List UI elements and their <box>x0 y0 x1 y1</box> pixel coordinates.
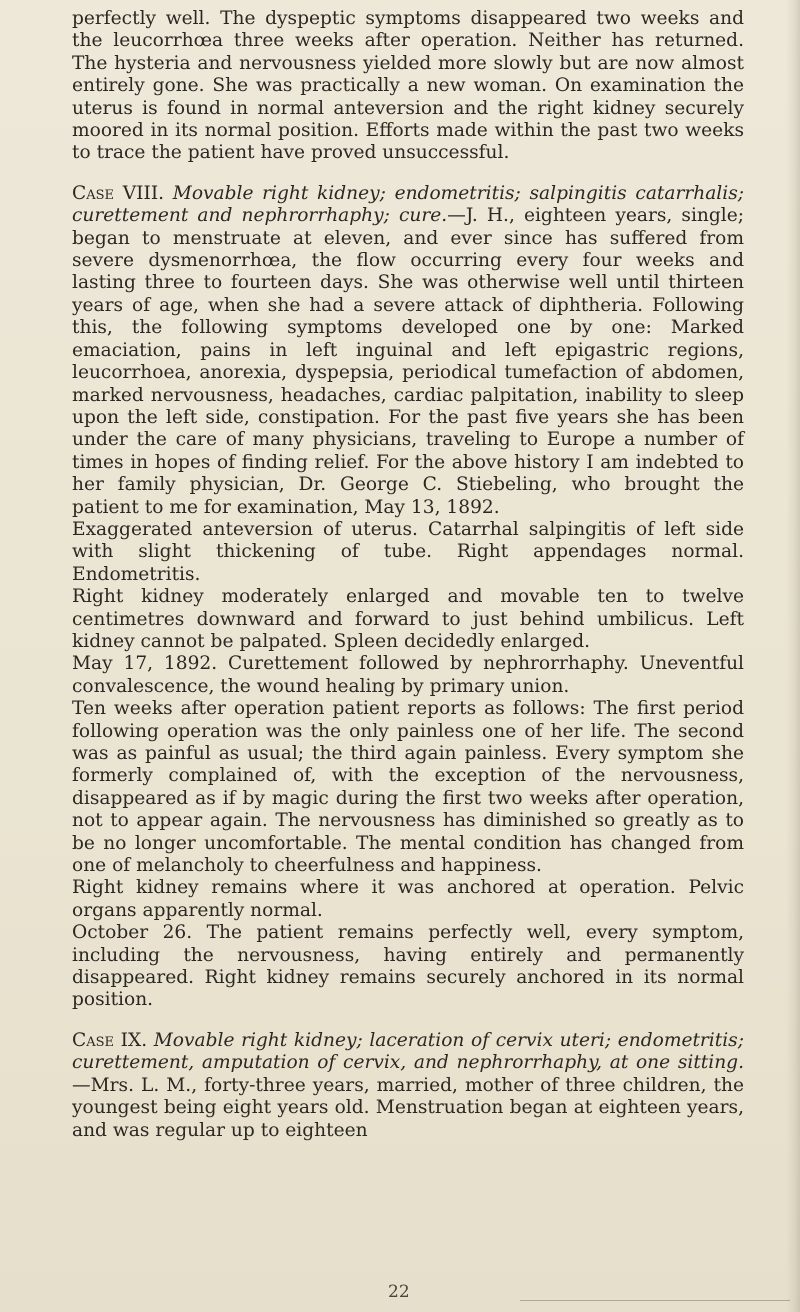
footer-rule <box>520 1300 790 1301</box>
paragraph-examination: Exaggerated anteversion of uterus. Catarrhal salpingitis of left side with slight thickening of tube. Right appendages normal. Endometritis. <box>72 518 744 585</box>
case-label: Case IX. <box>72 1029 148 1051</box>
case-title: Movable right kidney; laceration of cervix uteri; endometritis; curettement, amputation of cervix, and nephrorrhaphy, at one sitting. <box>72 1029 744 1074</box>
page-edge-shadow <box>786 0 800 1312</box>
paragraph-continuation: perfectly well. The dyspeptic symptoms disappeared two weeks and the leucorrhœa three weeks after operation. Neither has returned. The hysteria and nervousness yielded more slowly but are now almost entirely gone. She was practically a new woman. On examination the uterus is found in normal anteversion and the right kidney securely moored in its normal position. Efforts made within the past two weeks to trace the patient have proved unsuccessful. <box>72 8 744 164</box>
paragraph-kidney-findings: Right kidney moderately enlarged and movable ten to twelve centimetres downward and forward to just behind umbilicus. Left kidney cannot be palpated. Spleen decidedly enlarged. <box>72 586 744 652</box>
paragraph-kidney-status: Right kidney remains where it was anchored at operation. Pelvic organs apparently normal. <box>72 877 744 921</box>
paragraph-case-ix <box>72 1030 744 1142</box>
body-text <box>72 8 744 1142</box>
case-history: —J. H., eighteen years, single; began to menstruate at eleven, and ever since has suffered from severe dysmenorrhœa, the flow occurring every four weeks and lasting three to fourteen days. She was otherwise well until thirteen years of age, when she had a severe attack of diphtheria. Following this, the following symptoms developed one by one: Marked emaciation, pains in left inguinal and left epigastric regions, leucorrhoea, anorexia, dyspepsia, periodical tumefaction of abdomen, marked nervousness, headaches, cardiac palpitation, inability to sleep upon the left side, constipation. For the past five years she has been under the care of many physicians, traveling to Europe a number of times in hopes of finding relief. For the above history I am indebted to her family physician, Dr. George C. Stiebeling, who brought the patient to me for examination, May 13, 1892. <box>72 205 744 518</box>
case-history: —Mrs. L. M., forty-three years, married, mother of three children, the youngest being eight years old. Menstruation began at eighteen years, and was regular up to eighteen <box>72 1074 744 1141</box>
paragraph-ten-weeks-report: Ten weeks after operation patient reports as follows: The first period following operation was the only painless one of her life. The second was as painful as usual; the third again painless. Every symptom she formerly complained of, with the exception of the nervousness, disappeared as if by magic during the first two weeks after operation, not to appear again. The nervousness has diminished so greatly as to be no longer uncomfortable. The mental condition has changed from one of melancholy to cheerfulness and happiness. <box>72 698 744 877</box>
paragraph-case-viii <box>72 183 744 519</box>
paragraph-october-followup: October 26. The patient remains perfectly well, every symptom, including the nervousness, having entirely and permanently disappeared. Right kidney remains securely anchored in its normal position. <box>72 922 744 1011</box>
page-number: 22 <box>388 1282 410 1302</box>
paragraph-operation-date: May 17, 1892. Curettement followed by nephrorrhaphy. Uneventful convalescence, the wound healing by primary union. <box>72 653 744 697</box>
case-label: Case VIII. <box>72 182 165 204</box>
case-title: Movable right kidney; endometritis; salpingitis catarrhalis; curettement and nephrorrhaphy; cure. <box>72 182 744 227</box>
